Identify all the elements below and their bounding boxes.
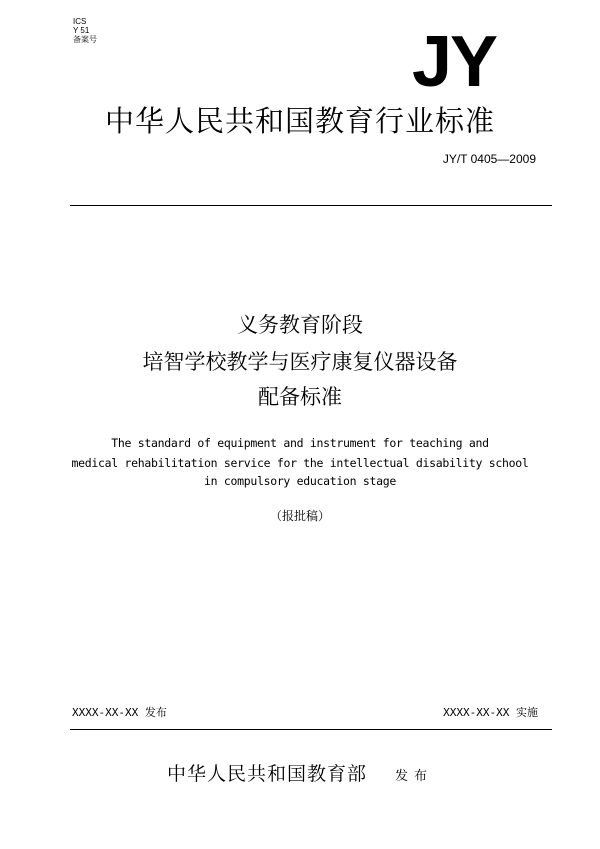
standard-number: JY/T 0405—2009 xyxy=(442,152,536,166)
ics-code: ICS xyxy=(73,17,87,26)
chinese-title-line-2: 培智学校教学与医疗康复仪器设备 xyxy=(142,350,458,374)
chinese-title-line-1: 义务教育阶段 xyxy=(237,313,363,337)
top-divider xyxy=(70,205,552,206)
implementation-date: XXXX-XX-XX 实施 xyxy=(443,706,538,719)
chinese-title-line-3: 配备标准 xyxy=(258,385,342,409)
draft-status: （报批稿） xyxy=(269,509,330,523)
issuer-name: 中华人民共和国教育部 xyxy=(166,763,367,785)
bottom-divider xyxy=(70,729,552,730)
standard-category-title: 中华人民共和国教育行业标准 xyxy=(104,104,495,138)
filing-number-label: 备案号 xyxy=(73,35,97,44)
english-title-line-3: in compulsory education stage xyxy=(203,474,397,488)
jy-logo: JY xyxy=(412,22,497,102)
english-title-line-1: The standard of equipment and instrument for teaching and xyxy=(111,436,489,450)
publish-date: XXXX-XX-XX 发布 xyxy=(72,706,167,719)
ccs-code: Y 51 xyxy=(73,26,90,35)
issuer-block xyxy=(0,762,600,789)
issuer-action: 发布 xyxy=(395,769,434,784)
english-title-line-2: medical rehabilitation service for the intellectual disability school xyxy=(71,456,529,470)
